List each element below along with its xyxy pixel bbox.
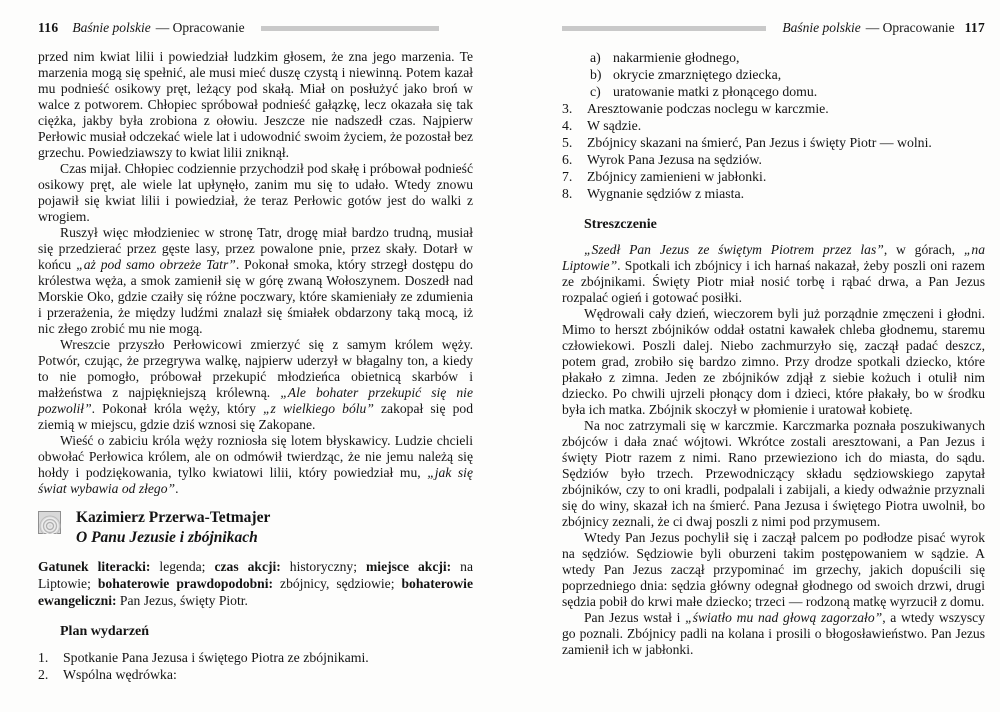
item-marker: 7. <box>562 169 573 184</box>
paragraph: Wieść o zabiciu króla węży rozniosła się lotem błyskawicy. Ludzie chcieli obwołać Perłowica królem, ale on odmówił twierdząc, że nie jemu należą się hołdy i podziękowania, tylko kwiatowi lilii, który powiedział mu, „jak się świat wybawia od złego”. <box>38 433 473 496</box>
page-number: 117 <box>964 20 985 35</box>
list-item <box>38 649 473 666</box>
running-title-rest: — Opracowanie <box>155 20 245 35</box>
author-name: Kazimierz Przerwa-Tetmajer <box>76 509 271 526</box>
running-title-italic: Baśnie polskie <box>72 20 151 35</box>
list-item <box>562 134 985 151</box>
paragraph: „Szedł Pan Jezus ze świętym Piotrem przez las”, w górach, „na Liptowie”. Spotkali ich zbójnicy i ich harnaś nakazał, żeby poszli oni razem ze zbójnikami. Święty Piotr miał nosić torbę i rąbać drwa, a Pan Jezus rozpalać ogień i gotować posiłki. <box>562 242 986 305</box>
item-marker: b) <box>590 67 602 82</box>
work-title: O Panu Jezusie i zbójnikach <box>76 529 258 546</box>
author-lines <box>76 508 270 548</box>
paragraph: Pan Jezus wstał i „światło mu nad głową zagorzało”, a wtedy wszyscy go poznali. Zbójnicy padli na kolana i prosili o błogosławieństwo. Pan Jezus zamienił ich w jabłonki. <box>562 610 985 657</box>
item-marker: 3. <box>562 101 573 116</box>
paragraph: Na noc zatrzymali się w karczmie. Karczmarka poznała poszukiwanych zbójców i dała znać wójtowi. Wkrótce zostali aresztowani, a Pan Jezus i święty Piotr razem z nimi. Rano przewieziono ich do miasta, do sądu. Sędziów było trzech. Przewodniczący składu sędziowskiego zapytał zbójników, czy to oni kradli, podpalali i zabijali, a kiedy odważnie przyznali się do winy, skazał ich na śmierć. Pana Jezusa i świętego Piotra uwolnił, bo zbójnicy zeznali, że ci dwaj poszli z nimi pod przymusem. <box>562 418 985 529</box>
page-number: 116 <box>38 20 59 35</box>
plan-list-left <box>38 649 473 683</box>
running-header-right <box>562 20 985 36</box>
list-item <box>562 100 985 117</box>
item-text: okrycie zmarzniętego dziecka, <box>613 67 782 82</box>
plan-list-right <box>562 49 985 202</box>
genre-info: Gatunek literacki: legenda; czas akcji: historyczny; miejsce akcji: na Liptowie; bohaterowie prawdopodobni: zbójnicy, sędziowie; bohaterowie ewangeliczni: Pan Jezus, święty Piotr. <box>38 559 473 608</box>
item-text: W sądzie. <box>587 118 642 133</box>
item-text: Wspólna wędrówka: <box>63 667 177 682</box>
item-marker: 6. <box>562 152 573 167</box>
concentric-rings-ornament-icon <box>38 511 61 534</box>
paragraph: Wędrowali cały dzień, wieczorem byli już porządnie zmęczeni i głodni. Mimo to herszt zbójników oddał ostatni kawałek chleba głodnemu, staremu człowiekowi. Poszli dalej. Niebo zachmurzyło się, zaczął padać deszcz, potem grad, zrobiło się bardzo zimno. Przy drodze spotkali dziecko, które płakało z zimna. Jeden ze zbójników zdjął z siebie kożuch i otulił nim dziecko. Po chwili ujrzeli płonący dom i dzieci, które płakały, bo w środku była ich matka. Zbójnik skoczył w płomienie i uratował kobietę. <box>562 306 985 417</box>
item-marker: 1. <box>38 650 49 665</box>
list-item <box>562 185 985 202</box>
item-text: Spotkanie Pana Jezusa i świętego Piotra ze zbójnikami. <box>63 650 369 665</box>
list-item <box>562 117 985 134</box>
item-text: Wygnanie sędziów z miasta. <box>587 186 745 201</box>
item-marker: a) <box>590 50 601 65</box>
list-item <box>562 168 985 185</box>
paragraph: Wtedy Pan Jezus pochylił się i zaczął palcem po podłodze pisać wyrok na sędziów. Sędziowie byli oburzeni takim postępowaniem w sądzie. A wtedy Pan Jezus zaczął przypominać im grzechy, jakich dopuścili się poprzedniego dnia: sędzia główny odegnał głodnego od swoich drzwi, drugi sędzia pobił do krwi małe dziecko; trzeci — rodzoną matkę wyrzucił z domu. <box>562 530 985 609</box>
item-text: uratowanie matki z płonącego domu. <box>613 84 818 99</box>
author-block <box>38 508 473 548</box>
item-marker: 5. <box>562 135 573 150</box>
item-marker: 8. <box>562 186 573 201</box>
list-item <box>38 666 473 683</box>
paragraph: Ruszył więc młodzieniec w stronę Tatr, drogę miał bardzo trudną, musiał się przedzierać przez gęste lasy, przez powalone pnie, przez skały. Dotarł w końcu „aż pod samo obrzeże Tatr”. Pokonał smoka, który strzegł dostępu do królestwa węża, a smok zamienił się w górę zwaną Wołoszynem. Doszedł nad Morskie Oko, gdzie czaiły się różne poczwary, które skamieniały ze zdumienia i przerażenia, że między ludźmi znalazł się śmiałek obdarzony taką mocą, iż nic złego zrobić mu nie mogą. <box>38 225 473 336</box>
running-title-rest: — Opracowanie <box>865 20 955 35</box>
summary-heading: Streszczenie <box>584 217 657 232</box>
item-text: Zbójnicy skazani na śmierć, Pan Jezus i święty Piotr — wolni. <box>587 135 932 150</box>
page-right <box>500 0 1000 712</box>
item-marker: 4. <box>562 118 573 133</box>
header-rule <box>261 26 439 31</box>
paragraph: Wreszcie przyszło Perłowicowi zmierzyć się z samym królem węży. Potwór, czując, że przegrywa walkę, najpierw uderzył w błagalny ton, a kiedy to nie pomogło, próbował przekupić młodzieńca obietnicą skarbów i małżeństwa z najpiękniejszą królewną. „Ale bohater przekupić się nie pozwolił”. Pokonał króla węży, który „z wielkiego bólu” zakopał się pod ziemią w miejscu, gdzie dziś wznosi się Zakopane. <box>38 337 473 432</box>
paragraph: przed nim kwiat lilii i powiedział ludzkim głosem, że zna jego marzenia. Te marzenia mogą się spełnić, ale musi mieć duszę czystą i niewinną. Potem kazał mu podnieść osikowy pręt, leżący pod skałą. Miał on posłużyć jako broń w walce z potworem. Chłopiec spróbował podnieść gałązkę, lecz okazała się tak ciężka, jakby była zrobiona z ołowiu. Jeszcze nie nadszedł czas. Najpierw Perłowic musiał odczekać wiele lat i udowodnić swoim życiem, że pozostał bez grzechu. Powiedziawszy to kwiat lilii zniknął. <box>38 49 473 160</box>
item-text: Wyrok Pana Jezusa na sędziów. <box>587 152 762 167</box>
running-title-italic: Baśnie polskie <box>782 20 861 35</box>
item-text: Aresztowanie podczas noclegu w karczmie. <box>587 101 829 116</box>
list-item <box>590 49 985 66</box>
list-item <box>590 66 985 83</box>
item-text: Zbójnicy zamienieni w jabłonki. <box>587 169 767 184</box>
list-item <box>590 83 985 100</box>
plan-heading: Plan wydarzeń <box>60 624 150 639</box>
item-marker: c) <box>590 84 601 99</box>
paragraph: Czas mijał. Chłopiec codziennie przychodził pod skałę i próbował podnieść osikowy pręt, ale wiele lat upłynęło, zanim mu się to udało. Wtedy znowu pojawił się kwiat lilii i powiedział, że teraz Perłowic gotów jest do walki z wrogiem. <box>38 161 473 224</box>
item-text: nakarmienie głodnego, <box>613 50 740 65</box>
item-marker: 2. <box>38 667 49 682</box>
running-header-left <box>38 20 473 36</box>
list-item <box>562 151 985 168</box>
header-rule <box>562 26 766 31</box>
